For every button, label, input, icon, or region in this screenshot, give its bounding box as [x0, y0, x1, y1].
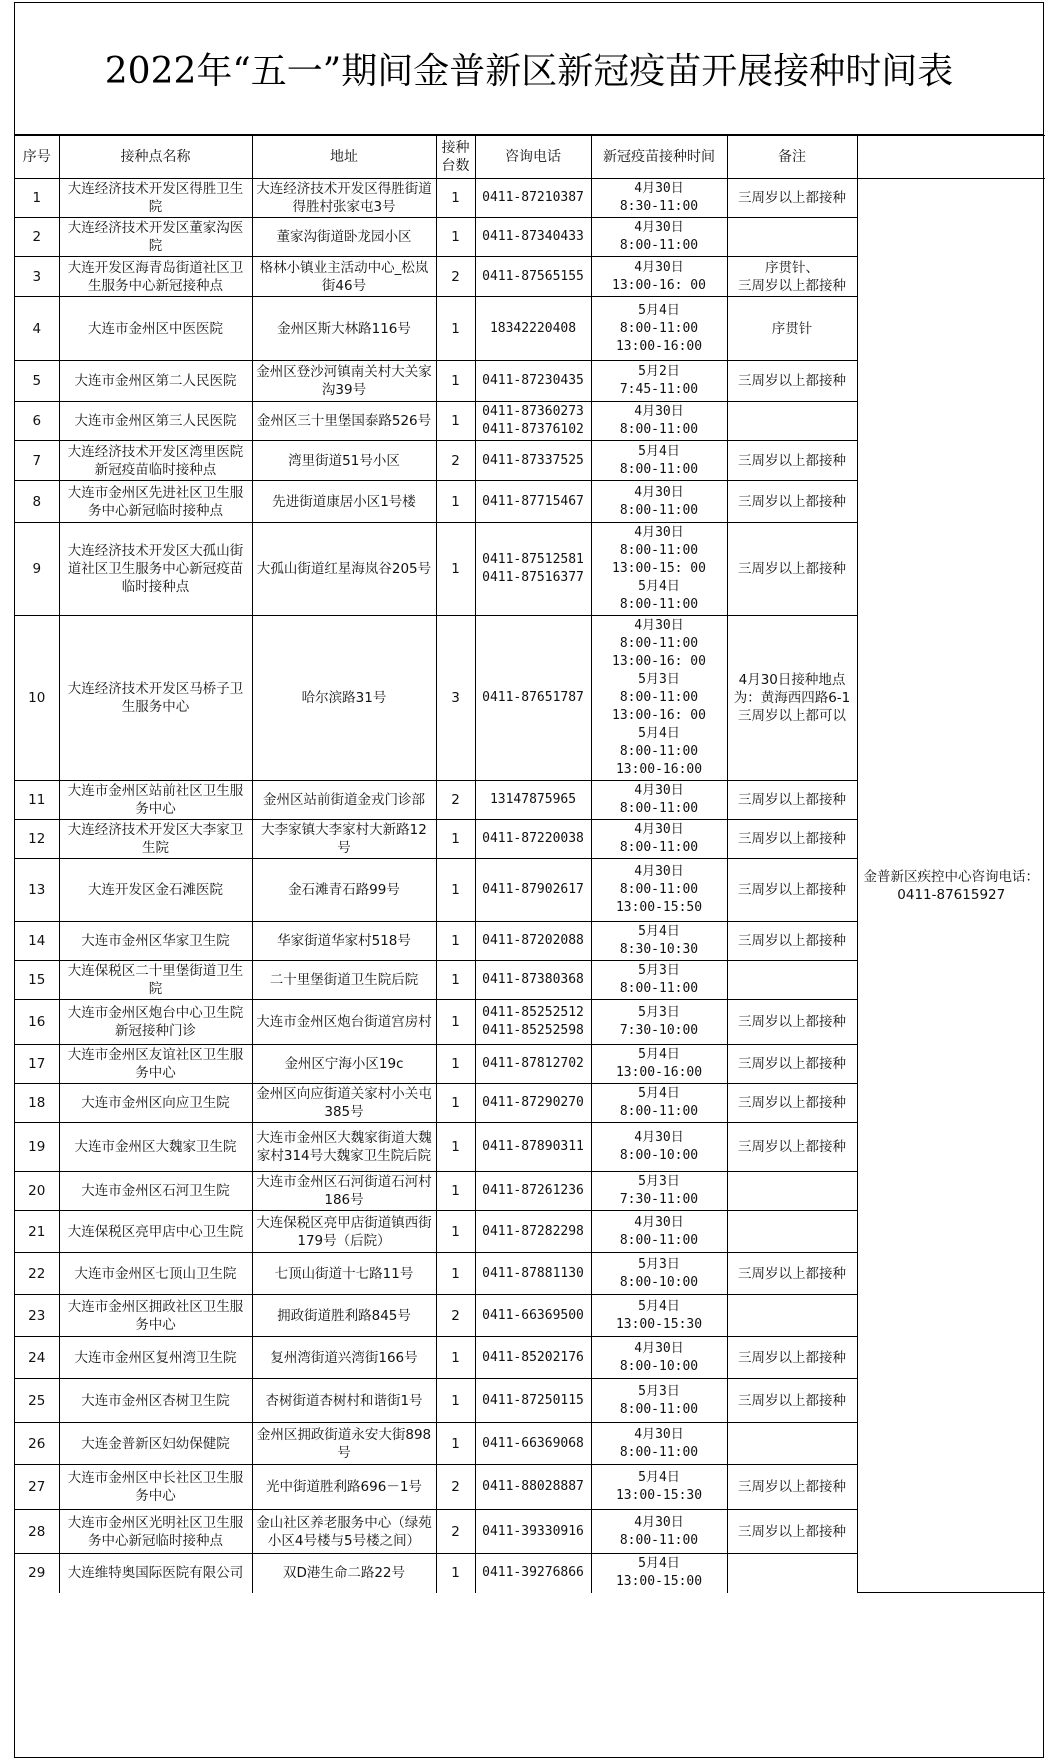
cell-address: 双D港生命二路22号 [252, 1554, 436, 1593]
cell-tel: 0411-87220038 [475, 820, 591, 859]
cell-site: 大连开发区金石滩医院 [59, 859, 252, 922]
cell-site: 大连市金州区华家卫生院 [59, 922, 252, 961]
cell-site: 大连市金州区大魏家卫生院 [59, 1123, 252, 1172]
cell-address: 金州区站前街道金戎门诊部 [252, 781, 436, 820]
cell-note: 三周岁以上都接种 [727, 1253, 857, 1295]
cell-address: 哈尔滨路31号 [252, 616, 436, 781]
cell-count: 2 [436, 1510, 475, 1554]
cell-time: 5月4日 13:00-16:00 [591, 1045, 727, 1084]
cell-tel: 0411-87890311 [475, 1123, 591, 1172]
cell-no: 16 [15, 1000, 59, 1045]
cell-note: 三周岁以上都接种 [727, 481, 857, 523]
cell-tel: 0411-87250115 [475, 1379, 591, 1423]
cell-site: 大连开发区海青岛街道社区卫生服务中心新冠接种点 [59, 257, 252, 297]
cell-tel: 13147875965 [475, 781, 591, 820]
cell-site: 大连经济技术开发区湾里医院新冠疫苗临时接种点 [59, 441, 252, 481]
cell-tel: 0411-87282298 [475, 1211, 591, 1253]
cell-note: 三周岁以上都接种 [727, 1337, 857, 1379]
cell-address: 董家沟街道卧龙园小区 [252, 218, 436, 257]
cell-no: 24 [15, 1337, 59, 1379]
cell-no: 14 [15, 922, 59, 961]
cell-count: 1 [436, 1253, 475, 1295]
cell-note: 三周岁以上都接种 [727, 820, 857, 859]
cell-site: 大连市金州区拥政社区卫生服务中心 [59, 1295, 252, 1337]
cell-time: 5月4日 13:00-15:30 [591, 1295, 727, 1337]
cell-no: 6 [15, 402, 59, 441]
cell-count: 1 [436, 820, 475, 859]
cell-no: 19 [15, 1123, 59, 1172]
cell-note: 三周岁以上都接种 [727, 523, 857, 616]
cell-no: 7 [15, 441, 59, 481]
cell-no: 4 [15, 297, 59, 361]
cell-count: 2 [436, 441, 475, 481]
cell-tel: 0411-87261236 [475, 1172, 591, 1211]
cell-tel: 0411-87340433 [475, 218, 591, 257]
cell-time: 5月3日 7:30-11:00 [591, 1172, 727, 1211]
cell-no: 25 [15, 1379, 59, 1423]
cell-site: 大连市金州区第二人民医院 [59, 361, 252, 402]
col-header-no: 序号 [15, 136, 59, 179]
cell-count: 3 [436, 616, 475, 781]
cell-address: 大孤山街道红星海岚谷205号 [252, 523, 436, 616]
cell-time: 5月4日 8:00-11:00 [591, 1084, 727, 1123]
cell-note: 三周岁以上都接种 [727, 781, 857, 820]
cell-note [727, 961, 857, 1000]
cell-note [727, 218, 857, 257]
cell-address: 光中街道胜利路696－1号 [252, 1465, 436, 1510]
cell-address: 金州区宁海小区19c [252, 1045, 436, 1084]
cell-note: 序贯针 [727, 297, 857, 361]
cell-address: 金州区斯大林路116号 [252, 297, 436, 361]
cell-time: 5月3日 8:00-10:00 [591, 1253, 727, 1295]
cell-note: 三周岁以上都接种 [727, 859, 857, 922]
cell-time: 4月30日 8:00-10:00 [591, 1123, 727, 1172]
cell-site: 大连经济技术开发区大孤山街道社区卫生服务中心新冠疫苗临时接种点 [59, 523, 252, 616]
cell-no: 18 [15, 1084, 59, 1123]
cell-site: 大连经济技术开发区大李家卫生院 [59, 820, 252, 859]
cell-count: 1 [436, 961, 475, 1000]
cell-no: 1 [15, 179, 59, 218]
cell-tel: 0411-85202176 [475, 1337, 591, 1379]
cell-note: 三周岁以上都接种 [727, 441, 857, 481]
cell-note: 4月30日接种地点为：黄海西四路6-1 三周岁以上都可以 [727, 616, 857, 781]
cell-address: 金州区向应街道关家村小关屯385号 [252, 1084, 436, 1123]
cell-tel: 0411-87812702 [475, 1045, 591, 1084]
cell-count: 1 [436, 1172, 475, 1211]
cell-time: 4月30日 8:00-11:00 13:00-15: 00 5月4日 8:00-11:00 [591, 523, 727, 616]
cell-address: 大李家镇大李家村大新路12号 [252, 820, 436, 859]
table-row [15, 179, 1045, 218]
schedule-sheet [14, 2, 1044, 1758]
cell-site: 大连保税区二十里堡街道卫生院 [59, 961, 252, 1000]
cell-address: 杏树街道杏树村和谐街1号 [252, 1379, 436, 1423]
cell-count: 1 [436, 361, 475, 402]
col-header-note: 备注 [727, 136, 857, 179]
cell-tel: 0411-85252512 0411-85252598 [475, 1000, 591, 1045]
cell-site: 大连经济技术开发区马桥子卫生服务中心 [59, 616, 252, 781]
cell-count: 1 [436, 481, 475, 523]
cell-time: 4月30日 8:00-11:00 [591, 820, 727, 859]
cell-address: 金石滩青石路99号 [252, 859, 436, 922]
cell-tel: 0411-87337525 [475, 441, 591, 481]
cell-site: 大连维特奥国际医院有限公司 [59, 1554, 252, 1593]
cell-tel: 0411-87512581 0411-87516377 [475, 523, 591, 616]
cell-tel: 0411-87881130 [475, 1253, 591, 1295]
cell-tel: 0411-87902617 [475, 859, 591, 922]
cell-time: 5月4日 8:30-10:30 [591, 922, 727, 961]
cell-no: 3 [15, 257, 59, 297]
cell-count: 2 [436, 1295, 475, 1337]
cell-note: 三周岁以上都接种 [727, 361, 857, 402]
col-header-address: 地址 [252, 136, 436, 179]
cell-count: 1 [436, 523, 475, 616]
cell-note: 三周岁以上都接种 [727, 1000, 857, 1045]
cell-count: 1 [436, 1211, 475, 1253]
cell-time: 4月30日 8:00-11:00 13:00-16: 00 5月3日 8:00-11:00 13:00-16: 00 5月4日 8:00-11:00 13:00-16:00 [591, 616, 727, 781]
cell-address: 大连市金州区大魏家街道大魏家村314号大魏家卫生院后院 [252, 1123, 436, 1172]
cell-tel: 0411-39330916 [475, 1510, 591, 1554]
cell-count: 1 [436, 1554, 475, 1593]
cell-address: 金州区登沙河镇南关村大关家沟39号 [252, 361, 436, 402]
cell-count: 1 [436, 859, 475, 922]
cell-no: 2 [15, 218, 59, 257]
cell-site: 大连市金州区七顶山卫生院 [59, 1253, 252, 1295]
cell-no: 11 [15, 781, 59, 820]
cell-tel: 0411-87202088 [475, 922, 591, 961]
col-header-time: 新冠疫苗接种时间 [591, 136, 727, 179]
table-body [15, 179, 1045, 1593]
cell-no: 27 [15, 1465, 59, 1510]
cell-time: 5月4日 13:00-15:00 [591, 1554, 727, 1593]
cell-address: 金山社区养老服务中心（绿苑小区4号楼与5号楼之间） [252, 1510, 436, 1554]
cell-note [727, 1423, 857, 1465]
cell-site: 大连市金州区炮台中心卫生院新冠接种门诊 [59, 1000, 252, 1045]
cell-site: 大连金普新区妇幼保健院 [59, 1423, 252, 1465]
cell-count: 2 [436, 257, 475, 297]
cell-time: 5月3日 8:00-11:00 [591, 1379, 727, 1423]
cell-count: 2 [436, 781, 475, 820]
cell-note: 三周岁以上都接种 [727, 1465, 857, 1510]
cell-site: 大连市金州区石河卫生院 [59, 1172, 252, 1211]
cell-time: 4月30日 8:00-10:00 [591, 1337, 727, 1379]
cell-site: 大连市金州区光明社区卫生服务中心新冠临时接种点 [59, 1510, 252, 1554]
cell-tel: 0411-87230435 [475, 361, 591, 402]
cell-no: 28 [15, 1510, 59, 1554]
cell-note: 三周岁以上都接种 [727, 179, 857, 218]
cell-tel: 0411-66369068 [475, 1423, 591, 1465]
cell-time: 4月30日 13:00-16: 00 [591, 257, 727, 297]
cell-time: 4月30日 8:00-11:00 [591, 1423, 727, 1465]
cell-no: 9 [15, 523, 59, 616]
cell-note [727, 1295, 857, 1337]
cell-note [727, 402, 857, 441]
cell-tel: 0411-87360273 0411-87376102 [475, 402, 591, 441]
cell-note: 三周岁以上都接种 [727, 1123, 857, 1172]
cell-count: 1 [436, 297, 475, 361]
cell-count: 1 [436, 1084, 475, 1123]
cell-count: 1 [436, 1045, 475, 1084]
cell-count: 1 [436, 1423, 475, 1465]
cell-address: 拥政街道胜利路845号 [252, 1295, 436, 1337]
cell-site: 大连市金州区向应卫生院 [59, 1084, 252, 1123]
cell-count: 1 [436, 1000, 475, 1045]
cell-time: 4月30日 8:00-11:00 13:00-15:50 [591, 859, 727, 922]
table-header [15, 136, 1045, 179]
cell-time: 5月4日 8:00-11:00 [591, 441, 727, 481]
cell-site: 大连市金州区友谊社区卫生服务中心 [59, 1045, 252, 1084]
col-header-side [857, 136, 1045, 179]
cell-no: 15 [15, 961, 59, 1000]
cell-address: 金州区三十里堡国泰路526号 [252, 402, 436, 441]
cell-time: 5月3日 7:30-10:00 [591, 1000, 727, 1045]
cell-site: 大连市金州区第三人民医院 [59, 402, 252, 441]
cell-time: 5月4日 8:00-11:00 13:00-16:00 [591, 297, 727, 361]
cell-note [727, 1554, 857, 1593]
cell-site: 大连市金州区先进社区卫生服务中心新冠临时接种点 [59, 481, 252, 523]
cell-tel: 0411-87715467 [475, 481, 591, 523]
cell-tel: 18342220408 [475, 297, 591, 361]
cell-address: 复州湾街道兴湾街166号 [252, 1337, 436, 1379]
cell-address: 格林小镇业主活动中心_松岚街46号 [252, 257, 436, 297]
cell-count: 2 [436, 1465, 475, 1510]
side-contact-note: 金普新区疾控中心咨询电话：0411-87615927 [857, 179, 1045, 1593]
cell-no: 26 [15, 1423, 59, 1465]
cell-count: 1 [436, 1123, 475, 1172]
cell-no: 22 [15, 1253, 59, 1295]
cell-address: 二十里堡街道卫生院后院 [252, 961, 436, 1000]
cell-tel: 0411-87210387 [475, 179, 591, 218]
page-title: 2022年“五一”期间金普新区新冠疫苗开展接种时间表 [15, 3, 1043, 135]
cell-address: 大连市金州区石河街道石河村186号 [252, 1172, 436, 1211]
cell-time: 5月2日 7:45-11:00 [591, 361, 727, 402]
cell-time: 4月30日 8:30-11:00 [591, 179, 727, 218]
cell-count: 1 [436, 179, 475, 218]
cell-no: 20 [15, 1172, 59, 1211]
cell-time: 4月30日 8:00-11:00 [591, 481, 727, 523]
cell-no: 29 [15, 1554, 59, 1593]
cell-no: 17 [15, 1045, 59, 1084]
cell-tel: 0411-87380368 [475, 961, 591, 1000]
cell-address: 金州区拥政街道永安大街898号 [252, 1423, 436, 1465]
cell-no: 23 [15, 1295, 59, 1337]
cell-tel: 0411-39276866 [475, 1554, 591, 1593]
cell-note: 三周岁以上都接种 [727, 1379, 857, 1423]
cell-note: 三周岁以上都接种 [727, 1045, 857, 1084]
cell-note [727, 1211, 857, 1253]
cell-count: 1 [436, 402, 475, 441]
schedule-table [15, 135, 1045, 1593]
cell-tel: 0411-87290270 [475, 1084, 591, 1123]
cell-count: 1 [436, 922, 475, 961]
cell-tel: 0411-66369500 [475, 1295, 591, 1337]
cell-no: 12 [15, 820, 59, 859]
cell-address: 华家街道华家村518号 [252, 922, 436, 961]
cell-no: 10 [15, 616, 59, 781]
cell-no: 21 [15, 1211, 59, 1253]
cell-time: 4月30日 8:00-11:00 [591, 218, 727, 257]
cell-note: 序贯针、 三周岁以上都接种 [727, 257, 857, 297]
cell-no: 8 [15, 481, 59, 523]
cell-time: 5月3日 8:00-11:00 [591, 961, 727, 1000]
cell-site: 大连经济技术开发区得胜卫生院 [59, 179, 252, 218]
cell-site: 大连市金州区中长社区卫生服务中心 [59, 1465, 252, 1510]
cell-count: 1 [436, 1379, 475, 1423]
cell-time: 4月30日 8:00-11:00 [591, 781, 727, 820]
cell-site: 大连保税区亮甲店中心卫生院 [59, 1211, 252, 1253]
cell-time: 4月30日 8:00-11:00 [591, 1211, 727, 1253]
cell-address: 大连经济技术开发区得胜街道得胜村张家屯3号 [252, 179, 436, 218]
cell-address: 七顶山街道十七路11号 [252, 1253, 436, 1295]
cell-tel: 0411-87651787 [475, 616, 591, 781]
cell-site: 大连市金州区复州湾卫生院 [59, 1337, 252, 1379]
cell-site: 大连市金州区杏树卫生院 [59, 1379, 252, 1423]
col-header-tel: 咨询电话 [475, 136, 591, 179]
cell-time: 5月4日 13:00-15:30 [591, 1465, 727, 1510]
col-header-count: 接种 台数 [436, 136, 475, 179]
cell-tel: 0411-87565155 [475, 257, 591, 297]
cell-count: 1 [436, 1337, 475, 1379]
cell-note: 三周岁以上都接种 [727, 922, 857, 961]
cell-time: 4月30日 8:00-11:00 [591, 402, 727, 441]
cell-site: 大连经济技术开发区董家沟医院 [59, 218, 252, 257]
cell-note: 三周岁以上都接种 [727, 1510, 857, 1554]
cell-address: 先进街道康居小区1号楼 [252, 481, 436, 523]
cell-address: 大连保税区亮甲店街道镇西街179号（后院） [252, 1211, 436, 1253]
cell-address: 大连市金州区炮台街道宫房村 [252, 1000, 436, 1045]
cell-note [727, 1172, 857, 1211]
cell-site: 大连市金州区站前社区卫生服务中心 [59, 781, 252, 820]
col-header-site: 接种点名称 [59, 136, 252, 179]
cell-site: 大连市金州区中医医院 [59, 297, 252, 361]
cell-note: 三周岁以上都接种 [727, 1084, 857, 1123]
cell-tel: 0411-88028887 [475, 1465, 591, 1510]
cell-no: 5 [15, 361, 59, 402]
cell-address: 湾里街道51号小区 [252, 441, 436, 481]
cell-no: 13 [15, 859, 59, 922]
cell-time: 4月30日 8:00-11:00 [591, 1510, 727, 1554]
cell-count: 1 [436, 218, 475, 257]
